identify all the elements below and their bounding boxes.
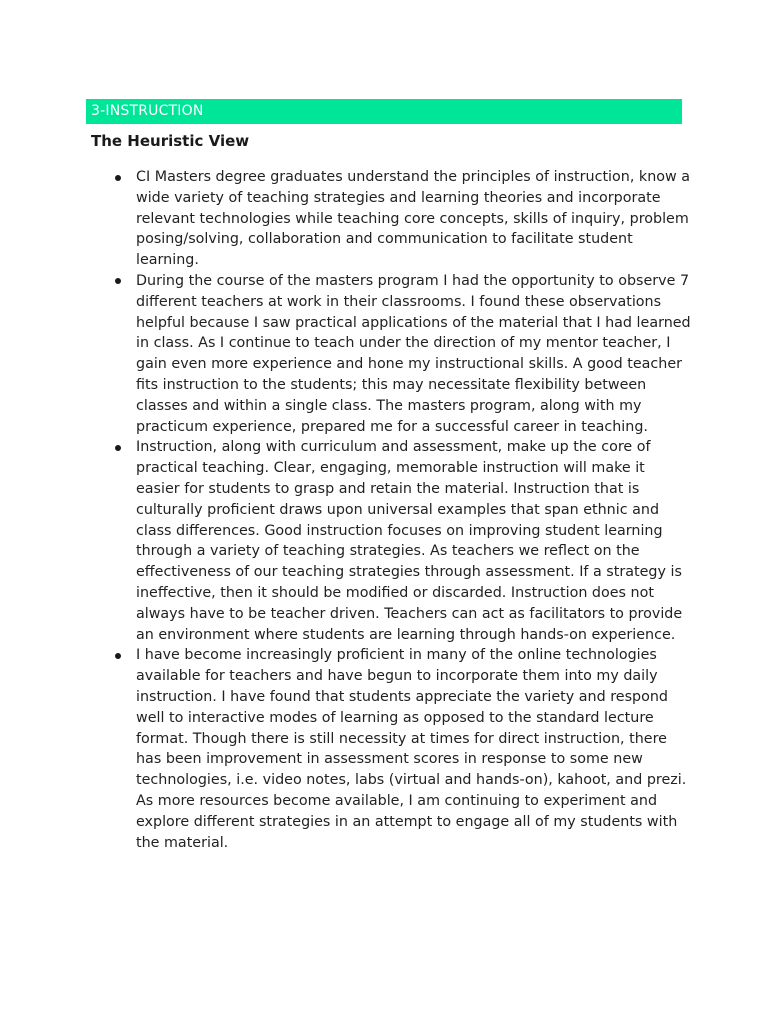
bullet-text: Instruction, along with curriculum and assessment, make up the core of practical teaching. Clear, engaging, memorable instruction will make it easier for students to grasp and retain the material. Instruction that is culturally proficient draws upon universal examples that span ethnic and class differences. Good instruction focuses on improving student learning through a variety of teaching strategies. As teachers we reflect on the effectiveness of our teaching strategies through assessment. If a strategy is ineffective, then it should be modified or discarded. Instruction does not always have to be teacher driven. Teachers can act as facilitators to provide an environment where students are learning through hands-on experience. xyxy=(136,439,683,643)
section-header-bar: 3-INSTRUCTION xyxy=(86,99,682,124)
list-item xyxy=(91,271,691,437)
section-title: The Heuristic View xyxy=(91,132,250,150)
bullet-icon xyxy=(115,653,121,659)
bullet-list xyxy=(91,167,691,853)
bullet-text: CI Masters degree graduates understand the principles of instruction, know a wide variety of teaching strategies and learning theories and incorporate relevant technologies while teaching core concepts, skills of inquiry, problem posing/solving, collaboration and communication to facilitate student learning. xyxy=(136,169,691,269)
bullet-text: During the course of the masters program I had the opportunity to observe 7 different teachers at work in their classrooms. I found these observations helpful because I saw practical applications of the material that I had learned in class. As I continue to teach under the direction of my mentor teacher, I gain even more experience and hone my instructional skills. A good teacher fits instruction to the students; this may necessitate flexibility between classes and within a single class. The masters program, along with my practicum experience, prepared me for a successful career in teaching. xyxy=(136,272,691,435)
list-item xyxy=(91,437,691,645)
bullet-icon xyxy=(115,175,121,181)
list-item xyxy=(91,167,691,271)
bullet-text: I have become increasingly proficient in many of the online technologies available for teachers and have begun to incorporate them into my daily instruction. I have found that students appreciate the variety and respond well to interactive modes of learning as opposed to the standard lecture format. Though there is still necessity at times for direct instruction, there has been improvement in assessment scores in response to some new technologies, i.e. video notes, labs (virtual and hands-on), kahoot, and prezi. As more resources become available, I am continuing to experiment and explore different strategies in an attempt to engage all of my students with the material. xyxy=(136,647,687,851)
list-item xyxy=(91,645,691,853)
bullet-icon xyxy=(115,445,121,451)
bullet-icon xyxy=(115,278,121,284)
